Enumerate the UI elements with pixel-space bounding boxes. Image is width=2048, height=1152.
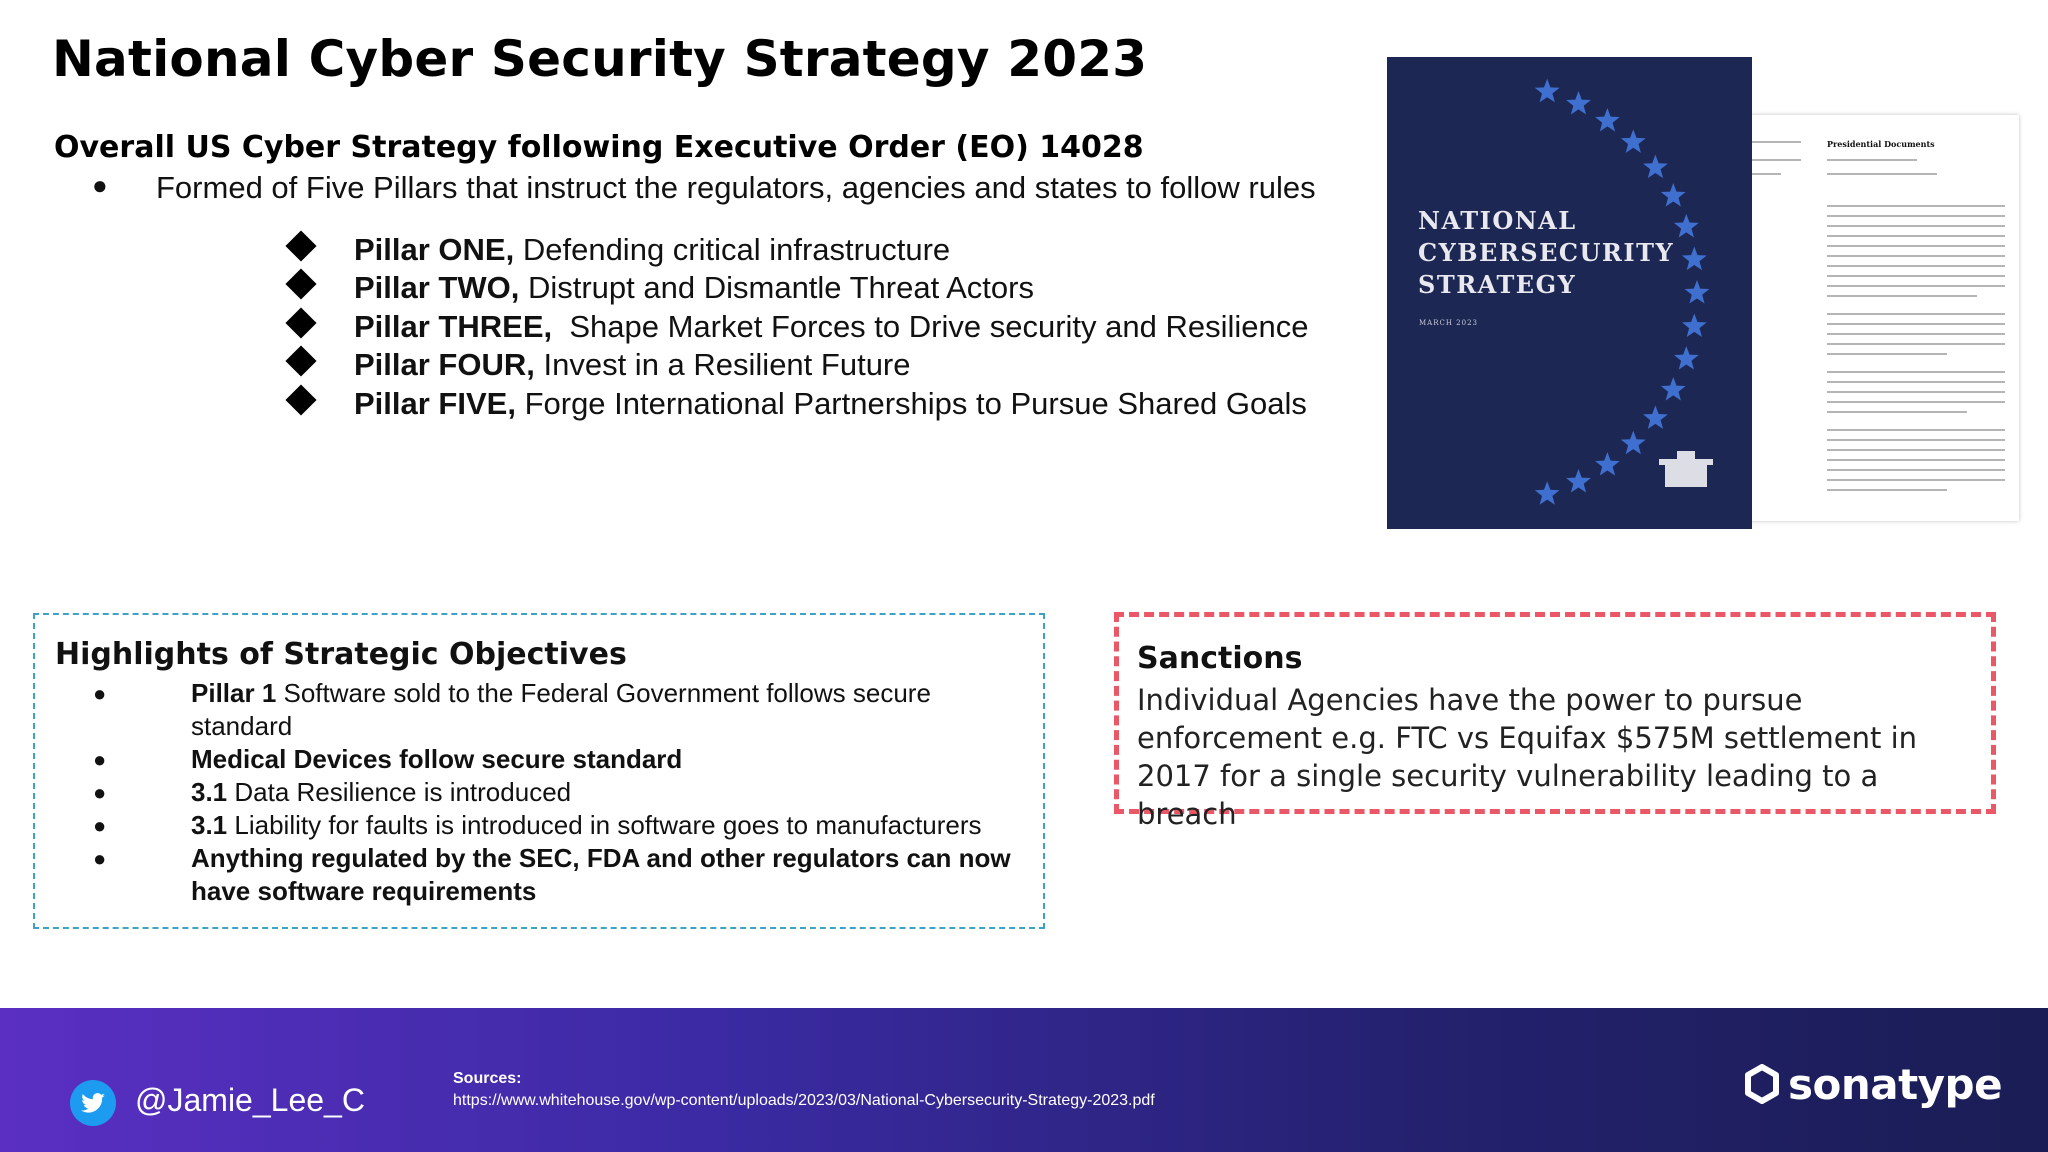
presidential-document-image <box>1727 115 2019 521</box>
pillar-description: Shape Market Forces to Drive security and Resilience <box>552 308 1309 344</box>
diamond-bullet-icon <box>285 307 316 338</box>
item-text: Software sold to the Federal Government follows secure standard <box>191 678 931 741</box>
pillar-description: Forge International Partnerships to Pursue Shared Goals <box>515 385 1307 421</box>
highlights-box <box>33 613 1045 929</box>
item-bold-text: Medical Devices follow secure standard <box>191 744 683 774</box>
item-bold-text: Anything regulated by the SEC, FDA and other regulators can now have software requirements <box>191 843 1011 906</box>
star-icon <box>1621 431 1646 455</box>
bullet-dot-icon: ● <box>93 681 107 706</box>
twitter-handle[interactable]: @Jamie_Lee_C <box>135 1082 365 1118</box>
star-icon <box>1661 377 1686 401</box>
brand-name: sonatype <box>1788 1060 2003 1109</box>
list-item <box>93 776 1013 809</box>
page-title: National Cyber Security Strategy 2023 <box>52 30 1148 88</box>
item-bold-text: 3.1 <box>191 810 228 840</box>
strategy-subtitle: Overall US Cyber Strategy following Executive Order (EO) 14028 <box>54 130 1144 165</box>
bullet-dot-icon: ● <box>93 747 107 772</box>
bullet-dot-icon: ● <box>93 780 107 805</box>
sanctions-body: Individual Agencies have the power to pursue enforcement e.g. FTC vs Equifax $575M settlement in 2017 for a single security vulnerability leading to a breach <box>1137 683 1918 831</box>
highlights-list <box>93 677 1013 908</box>
star-icon <box>1643 155 1668 179</box>
bullet-dot-icon: ● <box>92 170 108 200</box>
star-icon <box>1643 405 1668 429</box>
pillar-name: Pillar THREE, <box>354 308 553 344</box>
star-icon <box>1621 129 1646 153</box>
diamond-bullet-icon <box>285 384 316 415</box>
sanctions-heading: Sanctions <box>1137 641 1303 676</box>
sonatype-logo-icon <box>1744 1064 1780 1106</box>
item-bold-text: 3.1 <box>191 777 228 807</box>
bullet-dot-icon: ● <box>93 813 107 838</box>
pillar-name: Pillar FIVE, <box>354 385 516 421</box>
cover-title-line: NATIONAL <box>1418 206 1577 235</box>
cover-date: MARCH 2023 <box>1419 319 1478 327</box>
star-icon <box>1566 91 1591 115</box>
item-text: Liability for faults is introduced in software goes to manufacturers <box>227 810 982 840</box>
star-icon <box>1535 79 1560 103</box>
diamond-bullet-icon <box>285 346 316 377</box>
strategy-cover-image <box>1387 57 1752 529</box>
main-bullet-text: Formed of Five Pillars that instruct the regulators, agencies and states to follow rules <box>156 170 1316 205</box>
item-text: Data Resilience is introduced <box>227 777 572 807</box>
list-item <box>93 677 1013 743</box>
star-icon <box>1674 346 1699 370</box>
star-icon <box>1595 108 1620 132</box>
twitter-icon[interactable] <box>70 1080 116 1126</box>
pillar-description: Distrupt and Dismantle Threat Actors <box>519 270 1034 306</box>
highlights-heading: Highlights of Strategic Objectives <box>55 637 627 672</box>
pillar-list <box>288 232 1388 424</box>
pillar-name: Pillar TWO, <box>354 270 520 306</box>
sources-url[interactable]: https://www.whitehouse.gov/wp-content/uploads/2023/03/National-Cybersecurity-Strategy-2023.pdf <box>453 1092 1155 1109</box>
cover-title <box>1418 205 1674 301</box>
list-item <box>93 743 1013 776</box>
sonatype-logo <box>1744 1058 2003 1109</box>
star-icon <box>1685 280 1710 304</box>
pillar-item <box>288 232 1388 270</box>
pillar-name: Pillar FOUR, <box>354 347 535 383</box>
item-bold-text: Pillar 1 <box>191 678 277 708</box>
cover-title-line: STRATEGY <box>1418 270 1577 299</box>
diamond-bullet-icon <box>285 230 316 261</box>
pillar-description: Invest in a Resilient Future <box>534 347 911 383</box>
list-item <box>93 842 1013 908</box>
star-icon <box>1682 314 1707 338</box>
cover-title-line: CYBERSECURITY <box>1418 238 1675 267</box>
star-icon <box>1595 452 1620 476</box>
star-icon <box>1674 214 1699 238</box>
pillar-item <box>288 386 1388 424</box>
sanctions-box <box>1114 612 1996 831</box>
sources-label: Sources: <box>453 1070 522 1087</box>
star-icon <box>1535 481 1560 505</box>
bullet-dot-icon: ● <box>93 846 107 871</box>
pillar-item <box>288 270 1388 308</box>
document-header: Presidential Documents <box>1827 139 1935 149</box>
star-icon <box>1661 183 1686 207</box>
pillar-name: Pillar ONE, <box>354 232 515 267</box>
pillar-item <box>288 309 1388 347</box>
footer-bar <box>0 1008 2048 1152</box>
star-icon <box>1566 469 1591 493</box>
list-item <box>93 809 1013 842</box>
pillar-description: Defending critical infrastructure <box>514 232 951 267</box>
star-icon <box>1682 247 1707 271</box>
pillar-item <box>288 347 1388 385</box>
diamond-bullet-icon <box>285 269 316 300</box>
